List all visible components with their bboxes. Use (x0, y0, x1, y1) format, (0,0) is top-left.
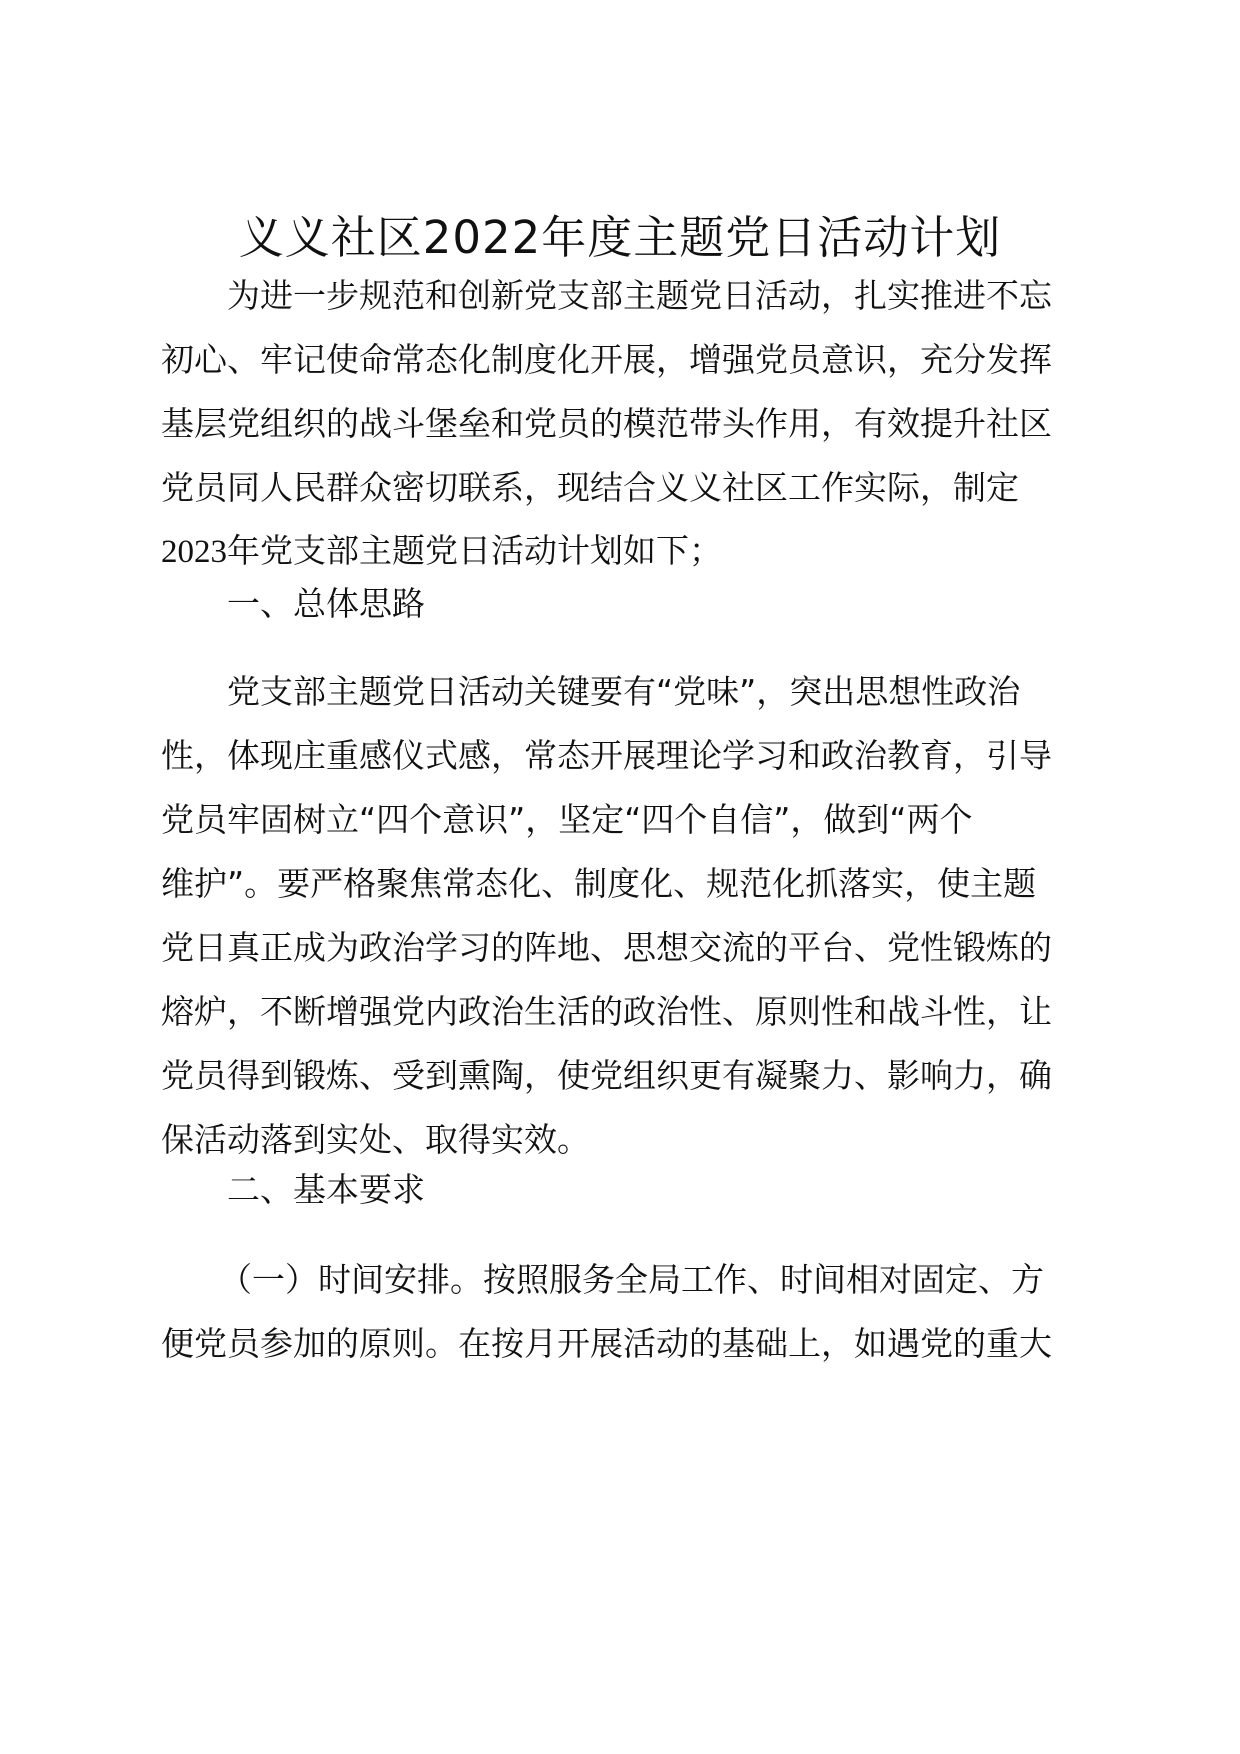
paragraph-line: 熔炉，不断增强党内政治生活的政治性、原则性和战斗性，让 (161, 992, 1052, 1031)
paragraph-line: 党支部主题党日活动关键要有“党味”，突出思想性政治 (227, 672, 1021, 711)
paragraph-line: 基层党组织的战斗堡垒和党员的模范带头作用，有效提升社区 (161, 404, 1052, 443)
paragraph-line: 党员牢固树立“四个意识”，坚定“四个自信”，做到“两个 (161, 800, 973, 839)
overall-approach-paragraph (161, 660, 1086, 1172)
paragraph-line: 党员同人民群众密切联系，现结合义义社区工作实际，制定 (161, 468, 1019, 507)
section-heading-overall-approach: 一、总体思路 (227, 584, 425, 623)
paragraph-line: 初心、牢记使命常态化制度化开展，增强党员意识，充分发挥 (161, 340, 1052, 379)
paragraph-line: 党员得到锻炼、受到熏陶，使党组织更有凝聚力、影响力，确 (161, 1056, 1052, 1095)
paragraph-line: 2023年党支部主题党日活动计划如下； (161, 534, 722, 570)
paragraph-line: 维护”。要严格聚焦常态化、制度化、规范化抓落实，使主题 (161, 864, 1037, 903)
basic-requirements-paragraph (161, 1248, 1086, 1376)
intro-paragraph (161, 264, 1086, 584)
section-heading-basic-requirements: 二、基本要求 (227, 1170, 425, 1209)
paragraph-line: 性，体现庄重感仪式感，常态开展理论学习和政治教育，引导 (161, 736, 1052, 775)
paragraph-line: （一）时间安排。按照服务全局工作、时间相对固定、方 (219, 1260, 1044, 1299)
paragraph-line: 便党员参加的原则。在按月开展活动的基础上，如遇党的重大 (161, 1324, 1052, 1363)
paragraph-line: 保活动落到实处、取得实效。 (161, 1120, 590, 1159)
paragraph-line: 党日真正成为政治学习的阵地、思想交流的平台、党性锻炼的 (161, 928, 1052, 967)
document-title: 义义社区2022年度主题党日活动计划 (238, 211, 1002, 264)
paragraph-line: 为进一步规范和创新党支部主题党日活动，扎实推进不忘 (227, 276, 1052, 315)
